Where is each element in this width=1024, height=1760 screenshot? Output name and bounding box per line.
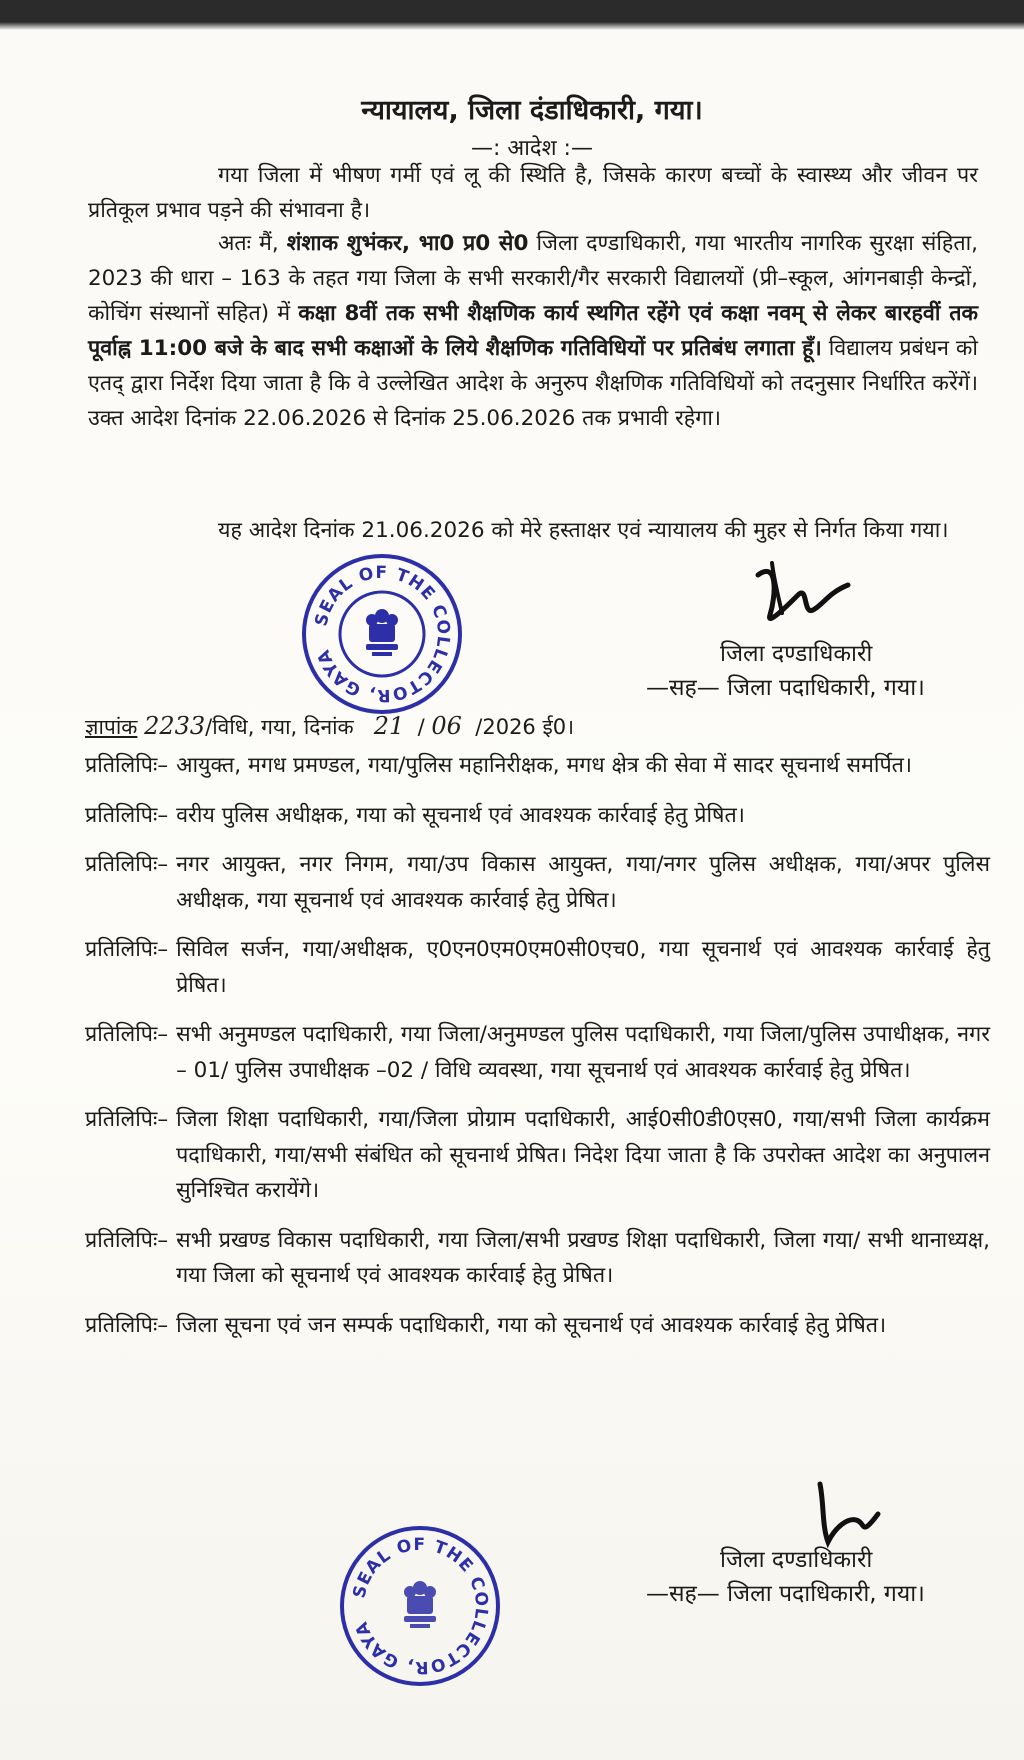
- signatory-title-2: जिला दण्डाधिकारी: [720, 1547, 873, 1573]
- signature-block-2: [646, 1543, 925, 1611]
- memo-month: 06: [431, 712, 462, 740]
- signature-2: [808, 1476, 888, 1551]
- copy-list: [85, 748, 990, 1357]
- copy-text: सभी अनुमण्डल पदाधिकारी, गया जिला/अनुमण्डल पुलिस पदाधिकारी, गया जिला/पुलिस उपाधीक्षक, नगर – 01/ पुलिस उपाधीक्षक –02 / विधि व्यवस्था, गया सूचनार्थ एवं आवश्यक कार्रवाई हेतु प्रेषित।: [176, 1022, 990, 1083]
- paragraph-2-body: जिला दण्डाधिकारी, गया भारतीय नागरिक सुरक्षा संहिता, 2023 की धारा – 163 के तहत गया जिला के सभी सरकारी/गैर सरकारी विद्यालयों (प्री–स्कूल, आंगनबाड़ी केन्द्रों, कोचिंग संस्थानों सहित) में: [88, 231, 978, 326]
- list-item: [85, 1017, 990, 1088]
- list-item: [85, 798, 990, 834]
- memo-year: /2026 ई0।: [475, 715, 575, 739]
- memo-middle: /विधि, गया, दिनांक: [205, 715, 354, 739]
- list-item: [85, 932, 990, 1003]
- copy-label: प्रतिलिपिः–: [85, 753, 169, 778]
- order-paragraph-2: [88, 226, 978, 436]
- page-title: न्यायालय, जिला दंडाधिकारी, गया।: [361, 95, 703, 126]
- copy-text: जिला सूचना एवं जन सम्पर्क पदाधिकारी, गया को सूचनार्थ एवं आवश्यक कार्रवाई हेतु प्रेषित।: [176, 1312, 887, 1338]
- list-item: [85, 1308, 990, 1344]
- copy-text: वरीय पुलिस अधीक्षक, गया को सूचनार्थ एवं आवश्यक कार्रवाई हेतु प्रेषित।: [176, 802, 745, 828]
- order-paragraph-1: गया जिला में भीषण गर्मी एवं लू की स्थिति है, जिसके कारण बच्चों के स्वास्थ्य और जीवन पर प्रतिकूल प्रभाव पड़ने की संभावना है।: [88, 163, 978, 223]
- memo-prefix: ज्ञापांक: [85, 715, 138, 739]
- copy-text: सिविल सर्जन, गया/अधीक्षक, ए0एन0एम0एम0सी0एच0, गया सूचनार्थ एवं आवश्यक कार्रवाई हेतु प्रेषित।: [176, 937, 990, 998]
- signatory-subtitle-2: —सह— जिला पदाधिकारी, गया।: [646, 1581, 925, 1607]
- copy-label: प्रतिलिपिः–: [85, 852, 169, 877]
- copy-text: सभी प्रखण्ड विकास पदाधिकारी, गया जिला/सभी प्रखण्ड शिक्षा पदाधिकारी, जिला गया/ सभी थानाध्यक्ष, गया जिला को सूचनार्थ एवं आवश्यक कार्रवाई हेतु प्रेषित।: [176, 1227, 990, 1288]
- order-paragraph-3: यह आदेश दिनांक 21.06.2026 को मेरे हस्ताक्षर एवं न्यायालय की मुहर से निर्गत किया गया।: [218, 518, 949, 543]
- signature-block-1: [646, 637, 925, 705]
- memo-reference: ज्ञापांक 2233/विधि, गया, दिनांक 21 / 06 /2026 ई0।: [85, 712, 575, 740]
- paragraph-2-directive: कक्षा 8वीं तक सभी शैक्षणिक कार्य स्थगित रहेंगे एवं कक्षा नवम् से लेकर बारहवीं तक पूर्वाह्न 11:00 बजे के बाद सभी कक्षाओं के लिये शैक्षणिक गतिविधियों पर प्रतिबंध लगाता हूँ।: [88, 301, 978, 361]
- paragraph-2-closing: विद्यालय प्रबंधन को एतद् द्वारा निर्देश दिया जाता है कि वे उल्लेखित आदेश के अनुरुप शैक्षणिक गतिविधियों को तदनुसार निर्धारित करेंगें। उक्त आदेश दिनांक 22.06.2026 से दिनांक 25.06.2026 तक प्रभावी रहेगा।: [88, 336, 978, 431]
- signatory-title: जिला दण्डाधिकारी: [720, 641, 873, 667]
- list-item: [85, 1223, 990, 1294]
- svg-text:SEAL OF THE COLLECTOR, GAYA: SEAL OF THE COLLECTOR, GAYA: [311, 562, 454, 706]
- officer-name: शंशाक शुभंकर, भा0 प्र0 से0: [286, 231, 529, 256]
- paragraph-2-intro: अतः मैं,: [218, 231, 287, 256]
- signatory-subtitle: —सह— जिला पदाधिकारी, गया।: [646, 675, 925, 701]
- list-item: [85, 1102, 990, 1209]
- memo-number: 2233: [144, 712, 206, 740]
- seal-emblem-icon: [340, 1526, 500, 1686]
- copy-text: जिला शिक्षा पदाधिकारी, गया/जिला प्रोग्राम पदाधिकारी, आई0सी0डी0एस0, गया/सभी जिला कार्यक्रम पदाधिकारी, गया/सभी संबंधित को सूचनार्थ प्रेषित। निदेश दिया जाता है कि उपरोक्त आदेश का अनुपालन सुनिश्चित करायेंगे।: [176, 1107, 990, 1203]
- copy-label: प्रतिलिपिः–: [85, 1107, 169, 1132]
- copy-text: नगर आयुक्त, नगर निगम, गया/उप विकास आयुक्त, गया/नगर पुलिस अधीक्षक, गया/अपर पुलिस अधीक्षक, गया सूचनार्थ एवं आवश्यक कार्रवाई हेतु प्रेषित।: [176, 852, 990, 913]
- collector-seal: [302, 554, 462, 714]
- copy-label: प्रतिलिपिः–: [85, 1312, 169, 1338]
- list-item: [85, 847, 990, 918]
- list-item: [85, 748, 990, 784]
- copy-label: प्रतिलिपिः–: [85, 1022, 169, 1047]
- copy-label: प्रतिलिपिः–: [85, 802, 169, 828]
- collector-seal-2: [340, 1526, 500, 1686]
- copy-text: आयुक्त, मगध प्रमण्डल, गया/पुलिस महानिरीक्षक, मगध क्षेत्र की सेवा में सादर सूचनार्थ समर्पित।: [176, 753, 913, 778]
- signature-1: [748, 555, 858, 635]
- order-heading: —: आदेश :—: [471, 136, 593, 161]
- svg-text:SEAL OF THE COLLECTOR, GAYA: SEAL OF THE COLLECTOR, GAYA: [349, 1534, 492, 1678]
- copy-label: प्रतिलिपिः–: [85, 1227, 169, 1253]
- seal-emblem-icon: [302, 554, 462, 714]
- memo-day: 21: [373, 712, 405, 740]
- copy-label: प्रतिलिपिः–: [85, 937, 169, 962]
